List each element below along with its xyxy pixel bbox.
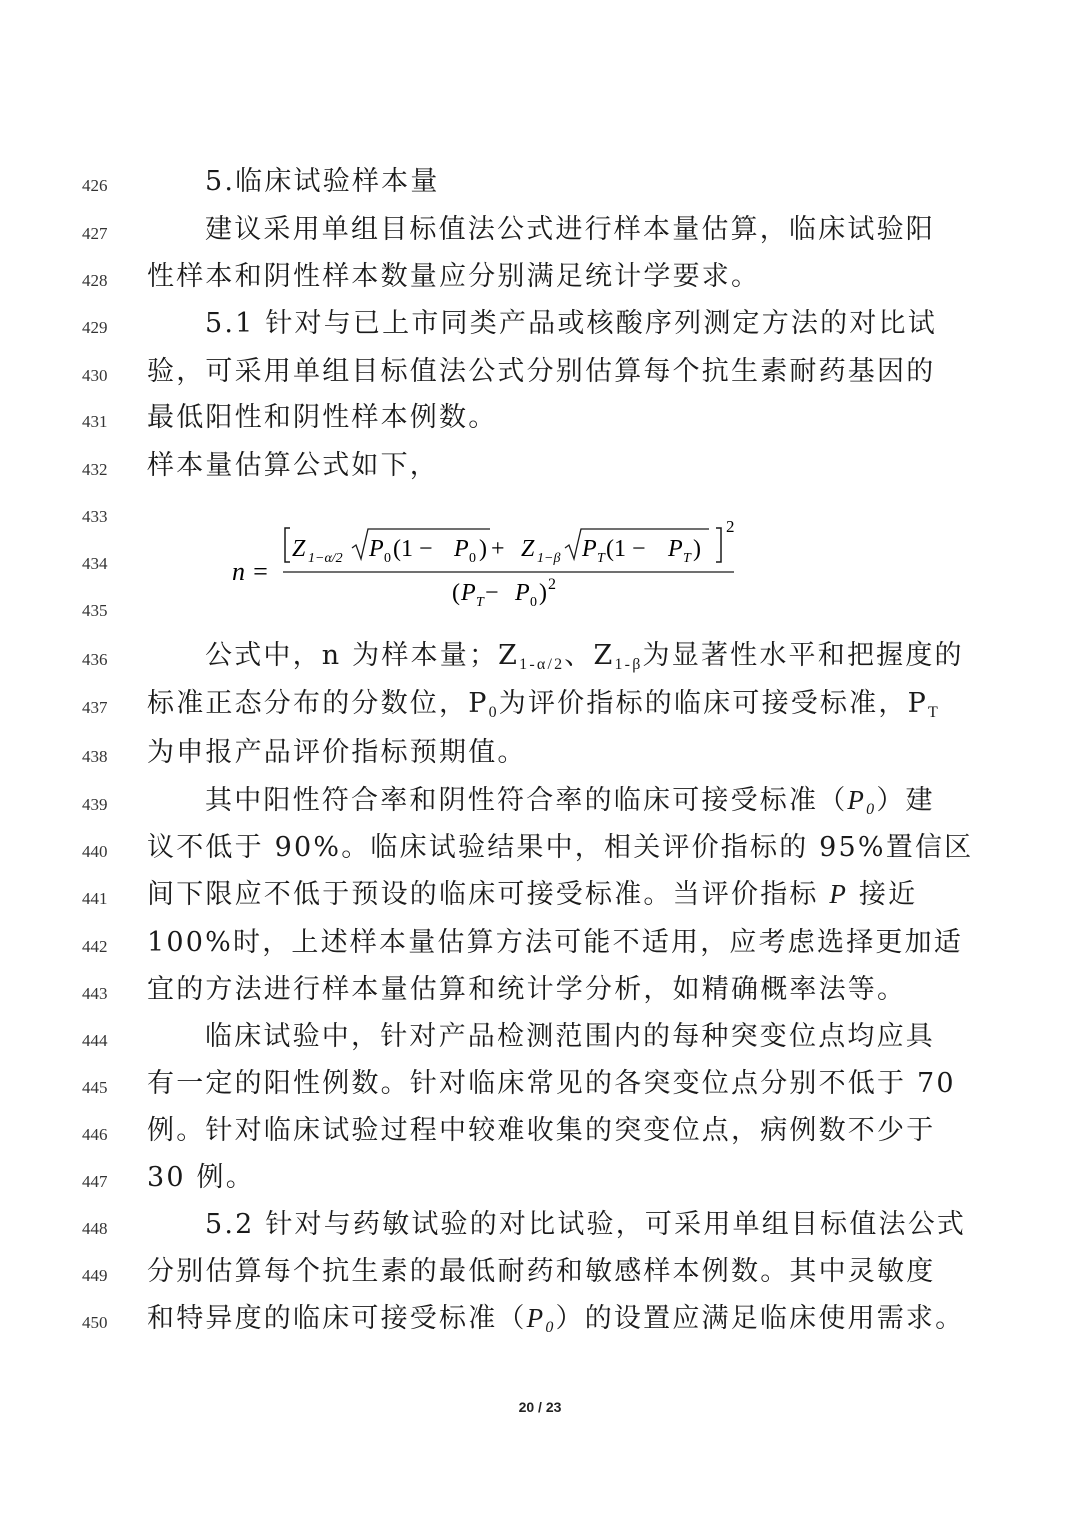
paragraph-line: 5.1 针对与已上市同类产品或核酸序列测定方法的对比试 [205,308,937,339]
paragraph-line: 样本量估算公式如下， [147,450,439,481]
section-heading: 5.临床试验样本量 [205,166,440,197]
line-number: 436 [82,650,108,669]
pt: P [461,580,476,606]
paragraph-line: 宜的方法进行样本量估算和统计学分析，如精确概率法等。 [147,974,907,1005]
paragraph-line: 分别估算每个抗生素的最低耐药和敏感样本例数。其中灵敏度 [147,1256,936,1287]
line-number: 437 [82,698,108,717]
paragraph-line: 有一定的阳性例数。针对临床常见的各突变位点分别不低于 70 [147,1068,956,1099]
paragraph-line: 性样本和阴性样本数量应分别满足统计学要求。 [147,261,761,292]
line-number: 430 [82,366,108,385]
left-bracket [285,528,290,562]
line-number: 428 [82,271,108,290]
pt-subscript: T [476,595,484,610]
p0-subscript: 0 [530,595,537,610]
z-beta: Z [521,536,535,562]
line-number: 450 [82,1313,108,1332]
paragraph-line: 标准正态分布的分数位，$P_0$为评价指标的临床可接受标准，$P_T$ [147,688,940,721]
denominator-exponent: 2 [548,576,556,593]
line-number: 438 [82,747,108,766]
line-number: 429 [82,318,108,337]
line-number: 442 [82,937,108,956]
paragraph-line: 为申报产品评价指标预期值。 [147,737,527,768]
line-number: 433 [82,507,108,526]
paragraph-line: 临床试验中，针对产品检测范围内的每种突变位点均应具 [205,1021,935,1052]
page-number: 20 / 23 [518,1399,562,1415]
formula-paren: ) [693,536,701,562]
p0-subscript: 0 [384,551,391,566]
paragraph-line: 100%时，上述样本量估算方法可能不适用，应考虑选择更加适 [147,927,963,958]
paragraph-line: 公式中，n 为样本量；$Z_{1-\alpha/2}$、$Z_{1-\beta}$为显著性水平和把握度的 [205,640,964,673]
formula-paren: ) [539,580,547,606]
line-number: 449 [82,1266,108,1285]
line-number: 441 [82,889,108,908]
line-number: 435 [82,601,108,620]
p0: P [454,536,469,562]
paragraph-line: 和特异度的临床可接受标准$(P_0)$的设置应满足临床使用需求。 [147,1303,965,1336]
line-number: 426 [82,176,108,195]
formula-minus: − [485,580,499,606]
line-number: 440 [82,842,108,861]
formula-graphic [228,512,748,612]
paragraph-line: 建议采用单组目标值法公式进行样本量估算，临床试验阳 [205,214,935,245]
formula-paren: (1 − [393,536,433,562]
paragraph-line: 30 例。 [147,1162,255,1193]
pt: P [668,536,683,562]
line-number: 431 [82,412,108,431]
paragraph-line: 其中阳性符合率和阴性符合率的临床可接受标准$(P_0)$建 [205,785,935,818]
formula-plus: + [491,536,505,562]
line-number: 443 [82,984,108,1003]
pt-subscript: T [683,551,691,566]
paragraph-line: 议不低于 90%。临床试验结果中，相关评价指标的 95%置信区 [147,832,974,863]
p0: P [515,580,530,606]
z-beta-subscript: 1−β [537,551,561,566]
numerator-exponent: 2 [726,517,735,536]
pt-subscript: T [597,551,605,566]
sample-size-formula [228,512,748,612]
z-alpha: Z [292,536,306,562]
line-number: 427 [82,224,108,243]
p0-subscript: 0 [469,551,476,566]
p0: P [369,536,384,562]
z-alpha-subscript: 1−α/2 [308,551,343,566]
line-number: 446 [82,1125,108,1144]
formula-lhs: n = [232,557,270,586]
line-number: 447 [82,1172,108,1191]
formula-paren: ( [452,580,460,606]
pt: P [582,536,597,562]
formula-paren: (1 − [606,536,646,562]
formula-paren: ) [479,536,487,562]
right-bracket [716,528,721,562]
paragraph-line: 验，可采用单组目标值法公式分别估算每个抗生素耐药基因的 [147,356,936,387]
paragraph-line: 间下限应不低于预设的临床可接受标准。当评价指标 P 接近 [147,879,918,910]
line-number: 445 [82,1078,108,1097]
paragraph-line: 5.2 针对与药敏试验的对比试验，可采用单组目标值法公式 [205,1209,967,1240]
line-number: 439 [82,795,108,814]
line-number: 444 [82,1031,108,1050]
line-number: 434 [82,554,108,573]
paragraph-line: 例。针对临床试验过程中较难收集的突变位点，病例数不少于 [147,1115,936,1146]
line-number: 432 [82,460,108,479]
paragraph-line: 最低阳性和阴性样本例数。 [147,402,498,433]
line-number: 448 [82,1219,108,1238]
